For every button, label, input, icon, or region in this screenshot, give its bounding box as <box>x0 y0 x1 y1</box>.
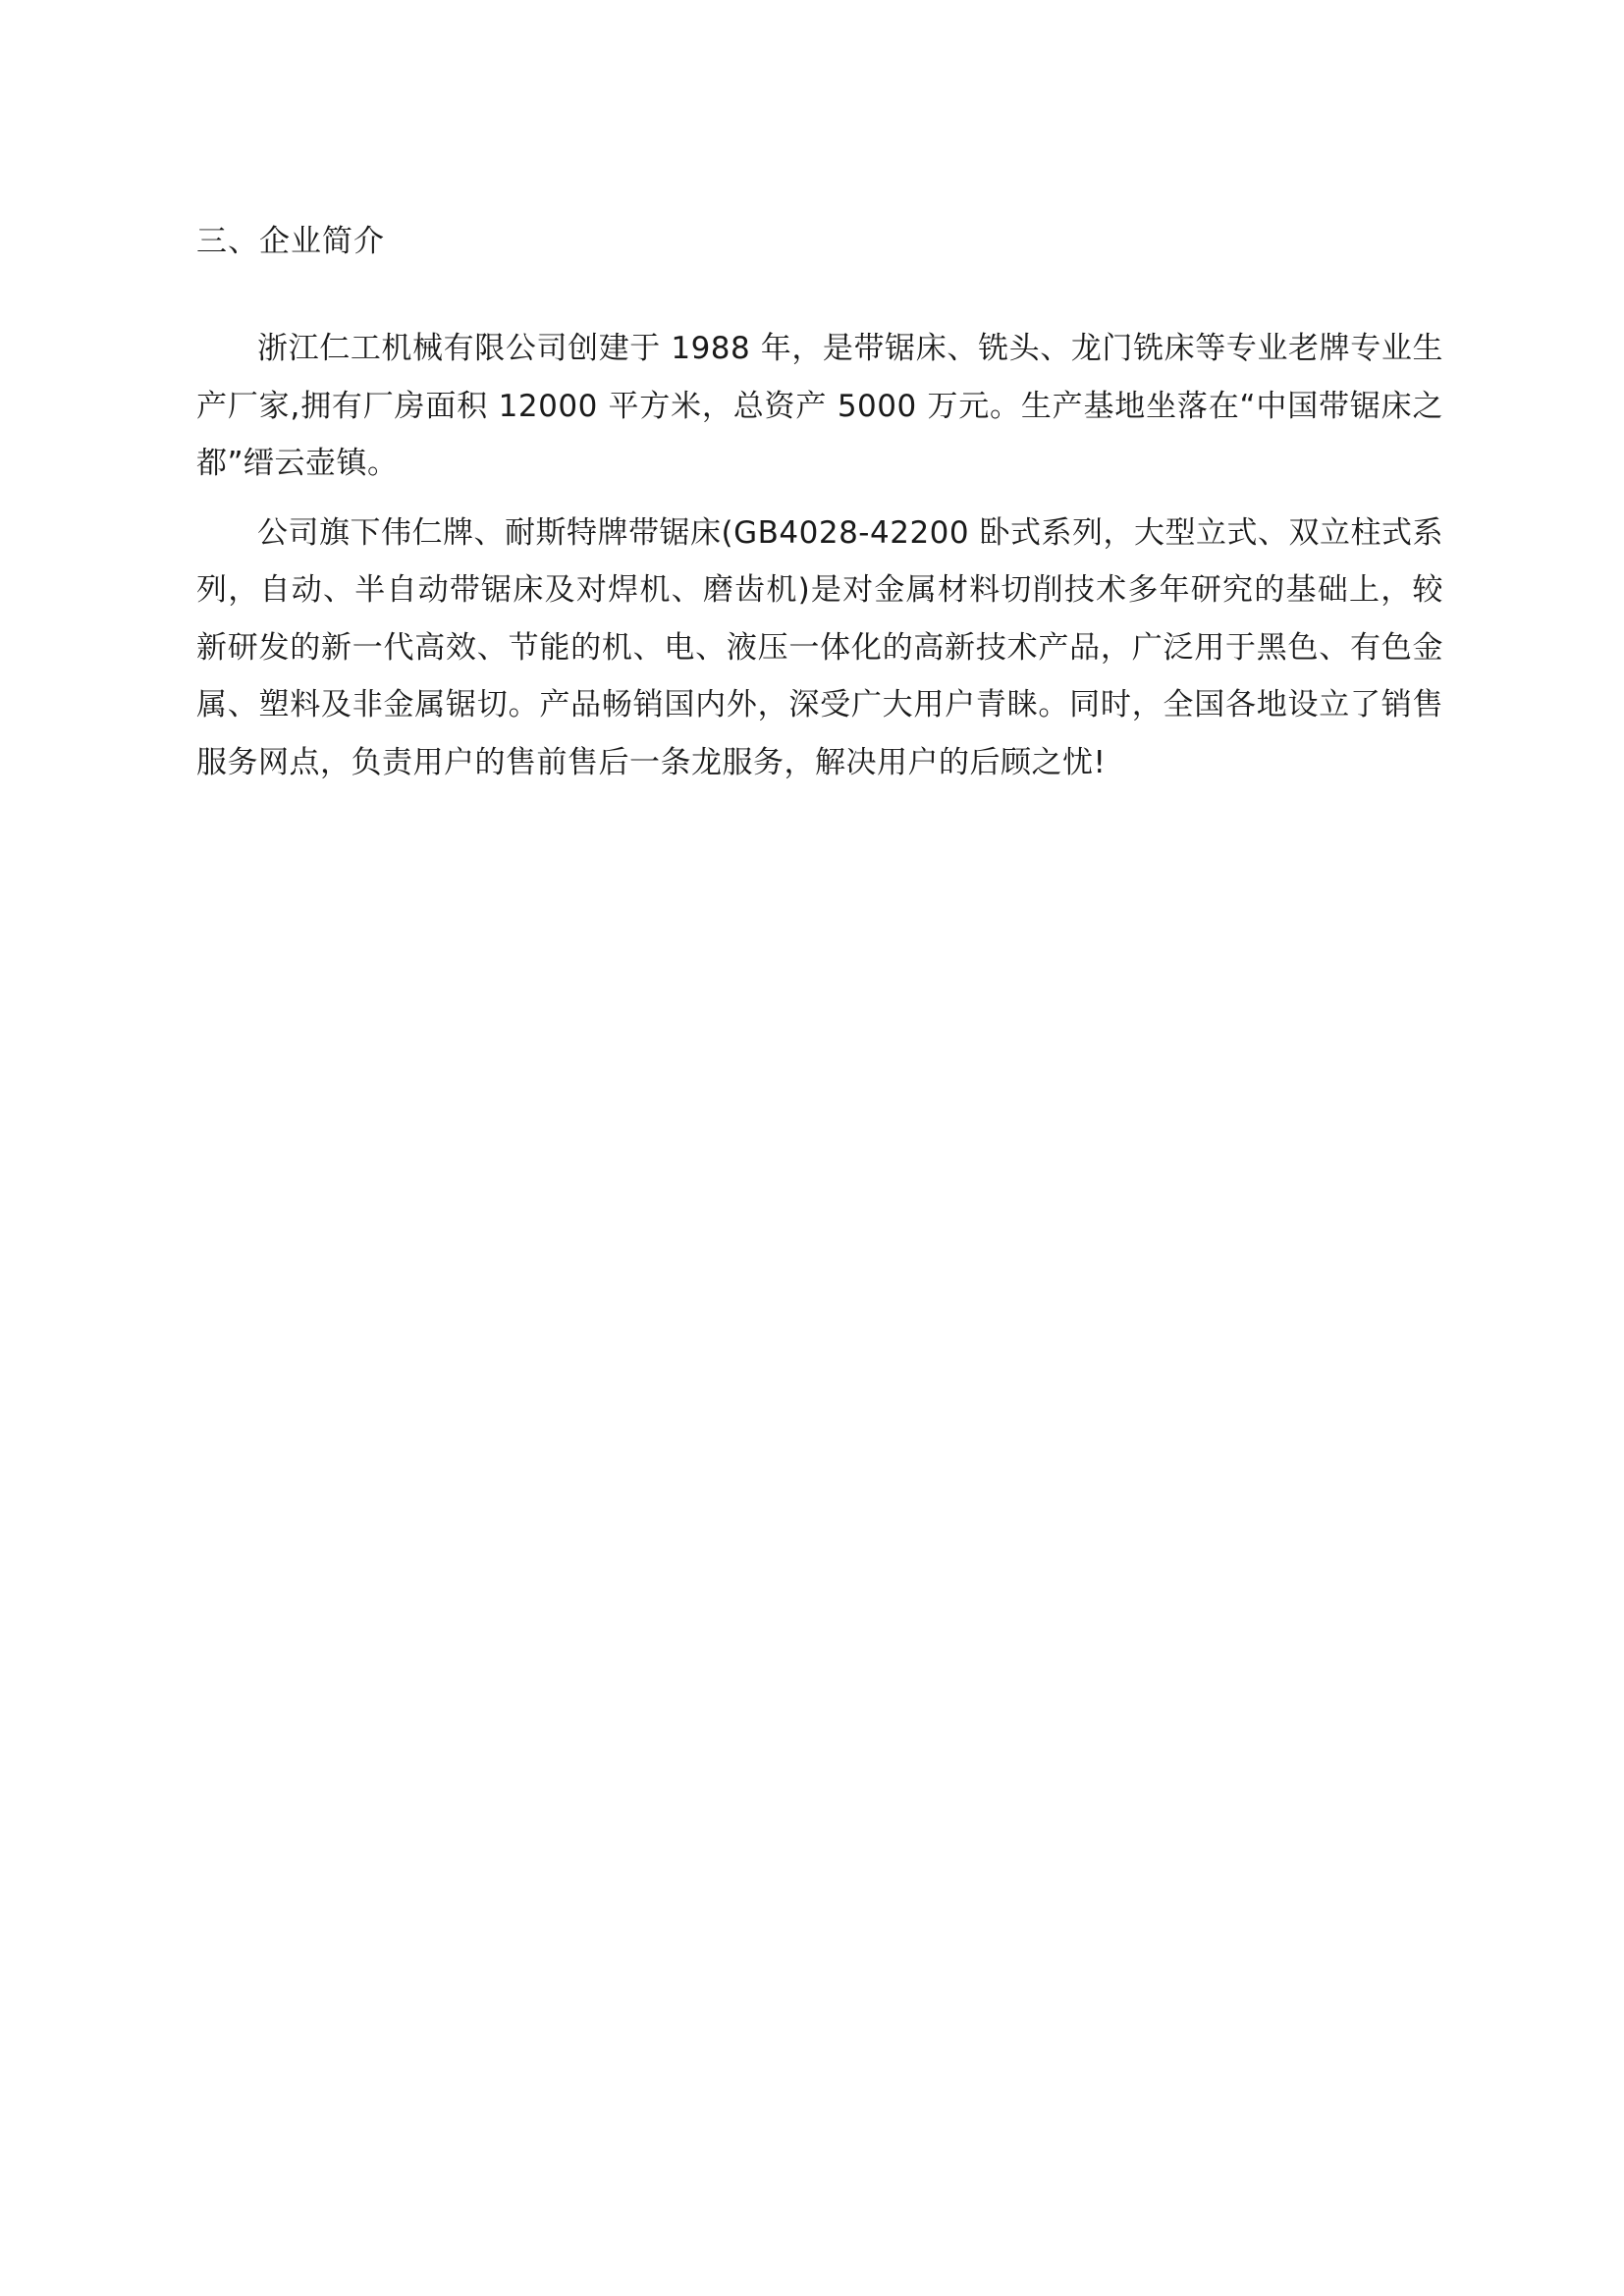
paragraph-company-founding: 浙江仁工机械有限公司创建于 1988 年，是带锯床、铣头、龙门铣床等专业老牌专业生产厂家,拥有厂房面积 12000 平方米，总资产 5000 万元。生产基地坐落在“中国带锯床之都”缙云壶镇。 <box>196 331 1443 481</box>
paragraph-products: 公司旗下伟仁牌、耐斯特牌带锯床(GB4028-42200 卧式系列，大型立式、双立柱式系列，自动、半自动带锯床及对焊机、磨齿机)是对金属材料切削技术多年研究的基础上，较新研发的新一代高效、节能的机、电、液压一体化的高新技术产品，广泛用于黑色、有色金属、塑料及非金属锯切。产品畅销国内外，深受广大用户青睐。同时，全国各地设立了销售服务网点，负责用户的售前售后一条龙服务，解决用户的后顾之忧! <box>196 514 1443 780</box>
section-heading: 三、企业简介 <box>196 224 385 259</box>
document-content <box>196 220 1443 791</box>
